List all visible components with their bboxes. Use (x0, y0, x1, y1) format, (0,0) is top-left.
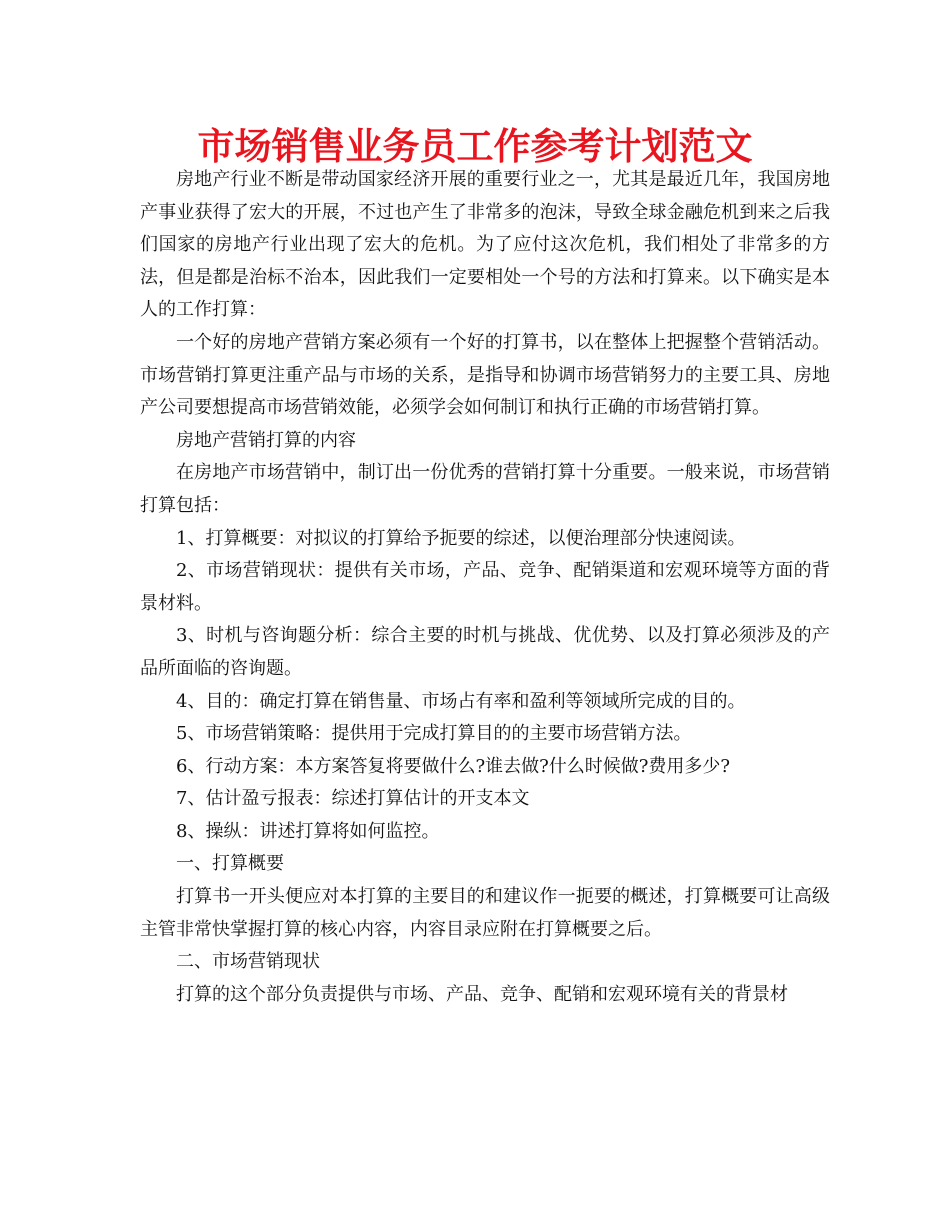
section-heading-1: 一、打算概要 (176, 853, 284, 875)
list-item-8: 8、操纵：讲述打算将如何监控。 (176, 820, 440, 842)
list-item-4: 4、目的：确定打算在销售量、市场占有率和盈利等领域所完成的目的。 (176, 690, 746, 712)
document-body (140, 164, 830, 1011)
paragraph-plan-importance: 一个好的房地产营销方案必须有一个好的打算书，以在整体上把握整个营销活动。市场营销打算更注重产品与市场的关系，是指导和协调市场营销努力的主要工具、房地产公司要想提高市场营销效能，必须学会如何制订和执行正确的市场营销打算。 (140, 331, 830, 419)
paragraph-intro: 房地产行业不断是带动国家经济开展的重要行业之一，尤其是最近几年，我国房地产事业获得了宏大的开展，不过也产生了非常多的泡沫，导致全球金融危机到来之后我们国家的房地产行业出现了宏大的危机。为了应付这次危机，我们相处了非常多的方法，但是都是治标不治本，因此我们一定要相处一个号的方法和打算来。以下确实是本人的工作打算： (140, 169, 830, 321)
document-title: 市场销售业务员工作参考计划范文 (197, 124, 753, 168)
paragraph-contents-intro: 在房地产市场营销中，制订出一份优秀的营销打算十分重要。一般来说，市场营销打算包括： (140, 462, 830, 516)
list-item-3: 3、时机与咨询题分析：综合主要的时机与挑战、优优势、以及打算必须涉及的产品所面临的咨询题。 (140, 625, 830, 679)
section-heading-2: 二、市场营销现状 (176, 951, 320, 973)
list-item-1: 1、打算概要：对拟议的打算给予扼要的综述，以便治理部分快速阅读。 (176, 527, 746, 549)
paragraph-section-1: 打算书一开头便应对本打算的主要目的和建议作一扼要的概述，打算概要可让高级主管非常快掌握打算的核心内容，内容目录应附在打算概要之后。 (140, 886, 830, 940)
list-item-5: 5、市场营销策略：提供用于完成打算目的的主要市场营销方法。 (176, 723, 692, 745)
paragraph-subheading-contents: 房地产营销打算的内容 (176, 429, 356, 451)
list-item-6: 6、行动方案：本方案答复将要做什么?谁去做?什么时候做?费用多少? (176, 755, 731, 777)
paragraph-section-2: 打算的这个部分负责提供与市场、产品、竞争、配销和宏观环境有关的背景材 (176, 983, 788, 1005)
list-item-7: 7、估计盈亏报表：综述打算估计的开支本文 (176, 788, 530, 810)
list-item-2: 2、市场营销现状：提供有关市场，产品、竞争、配销渠道和宏观环境等方面的背景材料。 (140, 560, 830, 614)
